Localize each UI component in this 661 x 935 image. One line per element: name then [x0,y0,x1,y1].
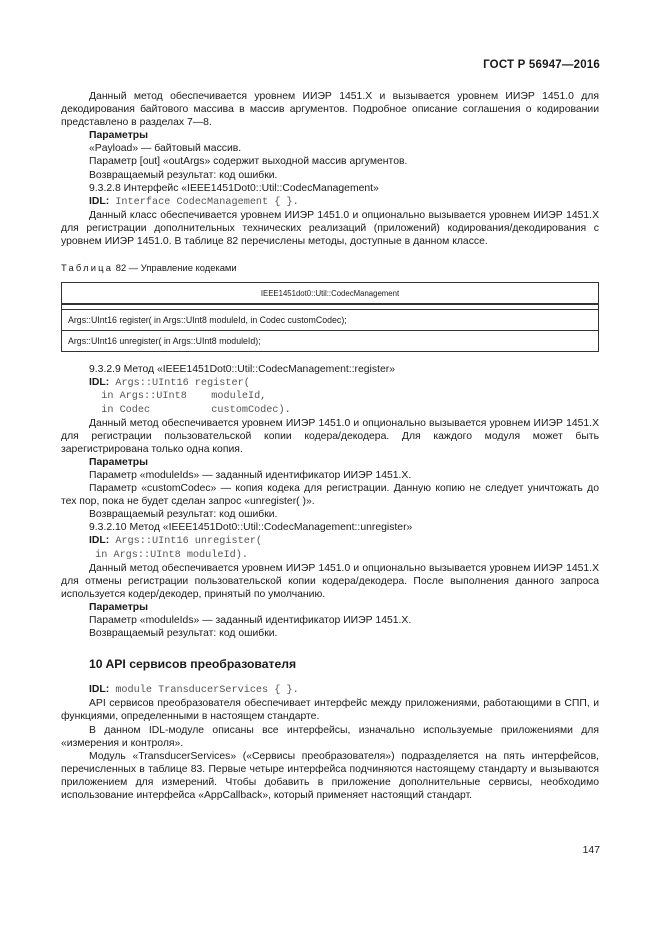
idl-code: module TransducerServices { }. [109,685,299,697]
idl-line-93210 [61,534,599,548]
idl-line-9329 [61,376,599,390]
section-heading-93210: 9.3.2.10 Метод «IEEE1451Dot0::Util::CodecManagement::unregister» [89,522,413,534]
section-heading-9328: 9.3.2.8 Интерфейс «IEEE1451Dot0::Util::CodecManagement» [89,182,379,194]
table-header-cell: IEEE1451dot0::Util::CodecManagement [62,283,599,305]
idl-code-line: in Args::UInt8 moduleId). [89,549,248,561]
codec-management-description: Данный класс обеспечивается уровнем ИИЭР 1451.0 и опционально вызывается уровнем ИИЭР 1451.X для регистрации дополнительных технических реализаций (приложений) кодирования/декодирования с уровнем ИИЭР 1451.0. В таблице 82 перечислены методы, доступные в данном классе. [61,209,599,248]
register-description: Данный метод обеспечивается уровнем ИИЭР 1451.0 и опционально вызывается уровнем ИИЭР 1451.X для регистрации пользовательской копии кодера/декодера. Для каждого модуля может быть зарегистрирована только одна копия. [61,417,599,455]
table-caption-title: 82 — Управление кодеками [113,262,237,274]
document-standard-number: ГОСТ Р 56947—2016 [483,59,600,71]
idl-code-line: in Codec customCodec). [89,404,291,416]
idl-label: IDL: [89,535,110,547]
parameter-moduleids: Параметр «moduleIds» — заданный идентификатор ИИЭР 1451.X. [89,469,412,481]
idl-line-section10 [61,683,599,697]
idl-line-9328 [61,195,599,209]
codec-management-table [61,282,599,352]
page-number: 147 [582,845,600,856]
return-value: Возвращаемый результат: код ошибки. [89,509,278,521]
parameters-heading: Параметры [89,130,149,142]
idl-label: IDL: [89,684,110,696]
idl-code: Args::UInt16 unregister( [109,536,263,548]
table-caption-label: Таблица [61,262,114,274]
transducer-services-paragraph-2: В данном IDL-модуле описаны все интерфейсы, изначально используемые приложениями для «измерения и контроля». [61,724,599,749]
page-body [61,90,599,802]
return-value: Возвращаемый результат: код ошибки. [89,628,278,640]
transducer-services-paragraph-3: Модуль «TransducerServices» («Сервисы преобразователя») подразделяется на пять интерфейсов, перечисленных в таблице 83. Первые четыре интерфейса подчиняются настоящему стандарту и вызываются приложением для измерений. Чтобы добавить в приложение дополнительные сервисы, необходимо использование интерфейса «AppCallback», который применяет настоящий стандарт. [61,750,599,802]
section-10-heading: 10 API сервисов преобразователя [89,657,297,672]
idl-label: IDL: [89,377,110,389]
parameters-heading: Параметры [89,601,149,613]
unregister-description: Данный метод обеспечивается уровнем ИИЭР 1451.0 и опционально вызывается уровнем ИИЭР 1451.X для отмены регистрации пользовательской копии кодера/декодера. После выполнения данного запроса используется кодер/декодер, принятый по умолчанию. [61,562,599,600]
table-cell-register: Args::UInt16 register( in Args::UInt8 moduleId, in Codec customCodec); [62,310,599,331]
table-cell-unregister: Args::UInt16 unregister( in Args::UInt8 moduleId); [62,331,599,352]
transducer-services-paragraph-1: API сервисов преобразователя обеспечивает интерфейс между приложениями, работающими в СПП, и функциями, определенными в настоящем стандарте. [61,698,599,723]
table-caption [61,261,599,274]
section-heading-9329: 9.3.2.9 Метод «IEEE1451Dot0::Util::CodecManagement::register» [89,364,395,376]
parameter-moduleids: Параметр «moduleIds» — заданный идентификатор ИИЭР 1451.X. [89,615,412,626]
parameter-customcodec: Параметр «customCodec» — копия кодека для регистрации. Данную копию не следует уничтожать до тех пор, пока не будет сделан запрос «unregister( )». [61,483,599,508]
parameters-heading: Параметры [89,456,149,468]
idl-label: IDL: [89,195,110,207]
method-intro-paragraph: Данный метод обеспечивается уровнем ИИЭР 1451.X и вызывается уровнем ИИЭР 1451.0 для декодирования байтового массива в массив аргументов. Подробное описание соглашения о кодировании представлено в разделах 7—8. [61,91,599,129]
idl-code: Interface CodecManagement { }. [109,196,299,208]
parameter-payload: «Payload» — байтовый массив. [89,143,242,155]
idl-code: Args::UInt16 register( [109,378,250,390]
idl-code-line: in Args::UInt8 moduleId, [89,391,267,403]
return-value: Возвращаемый результат: код ошибки. [89,169,278,181]
parameter-outargs: Параметр [out] «outArgs» содержит выходной массив аргументов. [89,156,408,168]
